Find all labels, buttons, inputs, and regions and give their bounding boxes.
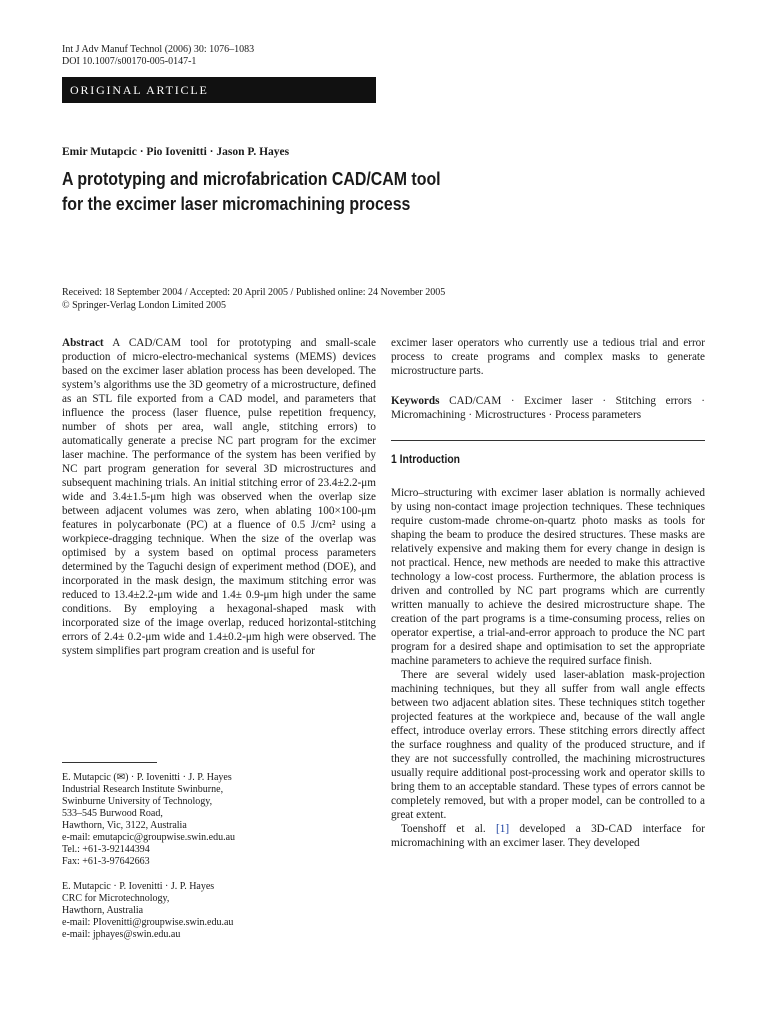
aff1-line4: 533–545 Burwood Road,	[62, 808, 163, 819]
intro-paragraph-3-start: Toenshoff et al.	[401, 823, 497, 835]
intro-paragraph-3	[391, 822, 705, 850]
aff1-fax: Fax: +61-3-97642663	[62, 856, 150, 867]
intro-paragraph-2: There are several widely used laser-ablation mask-projection machining techniques, but they all suffer from wall angle effects between two adjacent ablation sites. These techniques stitch together projected features at the workpiece and, because of the wall angle effect, introduce overlay errors. These stitching errors directly affect the surface roughness and quality of the produced structure, and if they are not successfully controlled, the machining microstructures usually require additional post-processing work and operator skills to bring them to an acceptable standard. These types of errors cannot be completely removed, but with a proper model, can be controlled to a great extent.	[391, 669, 705, 821]
abstract-text: A CAD/CAM tool for prototyping and small-scale production of micro-electro-mechanical systems (MEMS) devices based on the excimer laser ablation process has been developed. The system’s algorithms use the 3D geometry of a microstructure, defined as an STL file exported from a CAD model, and parameters that influence the process (laser fluence, pulse repetition frequency, number of shots per area, wall angle, stitching errors) to automatically generate a precise NC part program for the excimer laser machine. The performance of the system has been verified by NC part program generation for several 3D microstructures and subsequent machining trials. An initial stitching error of 23.4±2.2-μm wide and 3.4±1.5-μm high was observed when the overlap size between adjacent volumes was zero, when ablating 100×100-μm features in polycarbonate (PC) at a fluence of 0.5 J/cm² using a workpiece-dragging technique. When the size of the overlap was optimised by a system based on optimal process parameters determined by the Taguchi design of experiment method (DOE), and incorporated in the mask design, the maximum stitching error was reduced to 13.4±2.2-μm wide and 1.4± 0.9-μm high under the same conditions. By employing a hexagonal-shaped mask with incorporated size of the image overlap, reduced horizontal-stitching errors of 2.4± 0.2-μm wide and 1.4±0.2-μm high were observed. The system simplifies part program creation and is useful for	[62, 337, 377, 657]
aff1-line1: E. Mutapcic (✉) · P. Iovenitti · J. P. Hayes	[62, 772, 232, 783]
aff2-line1: E. Mutapcic · P. Iovenitti · J. P. Hayes	[62, 881, 215, 892]
introduction-body	[391, 486, 705, 850]
article-type-badge: ORIGINAL ARTICLE	[62, 77, 376, 103]
publication-dates	[62, 286, 445, 312]
aff1-line5: Hawthorn, Vic, 3122, Australia	[62, 820, 187, 831]
intro-paragraph-1: Micro–structuring with excimer laser ablation is normally achieved by using non-contact image projection techniques. These techniques require custom-made chrome-on-quartz photo masks as tools for shaping the beam to produce the desired structures. These masks are relatively expensive and making them for every change in design is not practical. Hence, new methods are needed to make this attractive technology a low-cost process. Furthermore, the ablation process is driven and controlled by NC part programs which are currently written manually to achieve the desired microstructure shape. The creation of the part programs is a time-consuming process, relies on operator expertise, a trial-and-error approach to produce the NC part program for a desired shape and optimisation to set the appropriate machine parameters to achieve the required surface finish.	[391, 487, 705, 667]
keywords-label: Keywords	[391, 395, 440, 407]
abstract-continued: excimer laser operators who currently use a tedious trial and error process to create programs and complex masks to generate microstructure parts.	[391, 337, 705, 377]
affiliation-2	[62, 881, 233, 941]
abstract-continued-block	[391, 336, 705, 422]
intro-paragraph-3-rest: developed a 3D-CAD interface for micromachining with an excimer laser. They developed	[391, 823, 705, 849]
copyright-line: © Springer-Verlag London Limited 2005	[62, 300, 227, 311]
footnote-separator	[62, 762, 157, 763]
title-line-2: for the excimer laser micromachining process	[62, 193, 411, 214]
affiliation-1	[62, 772, 235, 868]
abstract-label: Abstract	[62, 337, 104, 349]
aff1-tel: Tel.: +61-3-92144394	[62, 844, 150, 855]
aff2-line3: Hawthorn, Australia	[62, 905, 144, 916]
aff2-email-1[interactable]: e-mail: PIovenitti@groupwise.swin.edu.au	[62, 917, 234, 928]
title-line-1: A prototyping and microfabrication CAD/CAM tool	[62, 168, 441, 189]
keywords-text: CAD/CAM · Excimer laser · Stitching errors · Micromachining · Microstructures · Process parameters	[391, 395, 705, 421]
aff2-line2: CRC for Microtechnology,	[62, 893, 170, 904]
doi-line: DOI 10.1007/s00170-005-0147-1	[62, 56, 197, 67]
paper-title	[62, 166, 544, 216]
abstract-block	[62, 336, 376, 658]
journal-citation	[62, 44, 254, 68]
section-heading-introduction: 1 Introduction	[391, 454, 461, 466]
section-rule	[391, 440, 705, 441]
dates-line: Received: 18 September 2004 / Accepted: 20 April 2005 / Published online: 24 November 2005	[62, 287, 446, 298]
aff2-email-2[interactable]: e-mail: jphayes@swin.edu.au	[62, 929, 181, 940]
aff1-line2: Industrial Research Institute Swinburne,	[62, 784, 224, 795]
authors-line: Emir Mutapcic · Pio Iovenitti · Jason P. Hayes	[62, 146, 290, 158]
citation-link-1[interactable]: [1]	[496, 823, 510, 835]
aff1-email[interactable]: e-mail: emutapcic@groupwise.swin.edu.au	[62, 832, 236, 843]
aff1-line3: Swinburne University of Technology,	[62, 796, 213, 807]
journal-line: Int J Adv Manuf Technol (2006) 30: 1076–1083	[62, 44, 255, 55]
